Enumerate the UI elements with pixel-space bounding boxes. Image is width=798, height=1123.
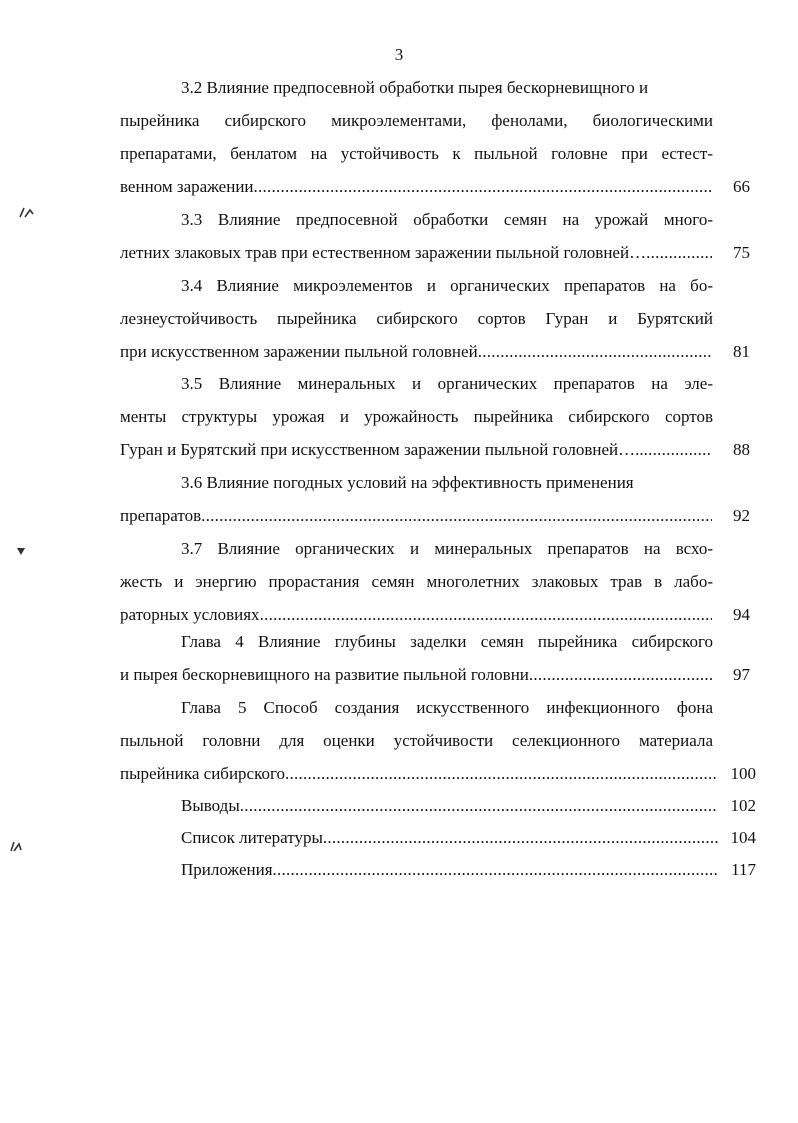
toc-chapter-5-last-line[interactable]	[120, 758, 756, 790]
dot-leader	[646, 237, 712, 269]
toc-entry-3-2-last-line[interactable]	[120, 171, 750, 203]
dot-leader	[254, 171, 712, 203]
toc-entry-3-4-line-1: 3.4 Влияние микроэлементов и органических препаратов на бо-	[181, 276, 713, 295]
toc-references[interactable]	[181, 822, 756, 854]
toc-appendices[interactable]	[181, 854, 756, 886]
scan-mark-2	[15, 545, 27, 557]
toc-entry-label: Список литературы	[181, 828, 323, 847]
toc-entry-label: Приложения	[181, 860, 273, 879]
toc-chapter-4-line-1: Глава 4 Влияние глубины заделки семян пырейника сибирского	[181, 632, 713, 651]
dot-leader	[240, 790, 718, 822]
toc-page-number: 75	[733, 243, 750, 262]
dot-leader	[285, 758, 718, 790]
toc-page-number: 92	[733, 506, 750, 525]
toc-entry-3-5-line-1: 3.5 Влияние минеральных и органических препаратов на эле-	[181, 374, 713, 393]
toc-entry-label: и пырея бескорневищного на развитие пыльной головни	[120, 665, 529, 684]
toc-entry-label: при искусственном заражении пыльной головней	[120, 342, 478, 361]
toc-entry-3-7-line-1: 3.7 Влияние органических и минеральных препаратов на всхо-	[181, 539, 713, 558]
scan-mark-1	[18, 205, 36, 221]
dot-leader	[273, 854, 718, 886]
toc-page-number: 66	[733, 177, 750, 196]
toc-entry-3-3-last-line[interactable]	[120, 237, 750, 269]
toc-entry-3-4-line-2: лезнеустойчивость пырейника сибирского сортов Гуран и Бурятский	[120, 309, 713, 328]
toc-entry-label: летних злаковых трав при естественном заражении пыльной головней…	[120, 243, 647, 262]
toc-entry-label: венном заражении	[120, 177, 254, 196]
toc-page-number: 81	[733, 342, 750, 361]
dot-leader	[529, 659, 712, 691]
dot-leader	[323, 822, 718, 854]
page-number: 3	[394, 45, 404, 64]
toc-entry-3-5-last-line[interactable]	[120, 434, 750, 466]
scan-mark-3	[8, 838, 24, 854]
toc-entry-3-2-line-3: препаратами, бенлатом на устойчивость к пыльной головне при естест-	[120, 144, 713, 163]
toc-entry-3-7-line-2: жесть и энергию прорастания семян многолетних злаковых трав в лабо-	[120, 572, 713, 591]
dot-leader	[644, 434, 712, 466]
toc-entry-3-5-line-2: менты структуры урожая и урожайность пырейника сибирского сортов	[120, 407, 713, 426]
toc-entry-3-6-line-1: 3.6 Влияние погодных условий на эффективность применения	[181, 473, 634, 492]
toc-page-number: 88	[733, 440, 750, 459]
toc-entry-label: препаратов	[120, 506, 202, 525]
toc-conclusions[interactable]	[181, 790, 756, 822]
toc-entry-3-3-line-1: 3.3 Влияние предпосевной обработки семян на урожай много-	[181, 210, 713, 229]
toc-entry-3-2-line-1: 3.2 Влияние предпосевной обработки пырея бескорневищного и	[181, 78, 649, 97]
toc-page-number: 97	[733, 665, 750, 684]
toc-entry-label: пырейника сибирского	[120, 764, 286, 783]
dot-leader	[201, 500, 712, 532]
toc-chapter-5-line-1: Глава 5 Способ создания искусственного инфекционного фона	[181, 698, 713, 717]
toc-page-number: 104	[730, 828, 756, 847]
toc-chapter-4-last-line[interactable]	[120, 659, 750, 691]
toc-page-number: 117	[731, 860, 756, 879]
toc-chapter-5-line-2: пыльной головни для оценки устойчивости селекционного материала	[120, 731, 713, 750]
toc-entry-label: Гуран и Бурятский при искусственном заражении пыльной головней…..	[120, 440, 644, 459]
toc-entry-label: раторных условиях	[120, 605, 260, 624]
dot-leader	[478, 336, 712, 368]
toc-page-number: 94	[733, 605, 750, 624]
toc-entry-3-4-last-line[interactable]	[120, 336, 750, 368]
toc-entry-3-6-last-line[interactable]	[120, 500, 750, 532]
toc-entry-3-2-line-2: пырейника сибирского микроэлементами, фенолами, биологическими	[120, 111, 713, 130]
toc-entry-label: Выводы	[181, 796, 240, 815]
toc-page-number: 100	[730, 764, 756, 783]
toc-page-number: 102	[730, 796, 756, 815]
